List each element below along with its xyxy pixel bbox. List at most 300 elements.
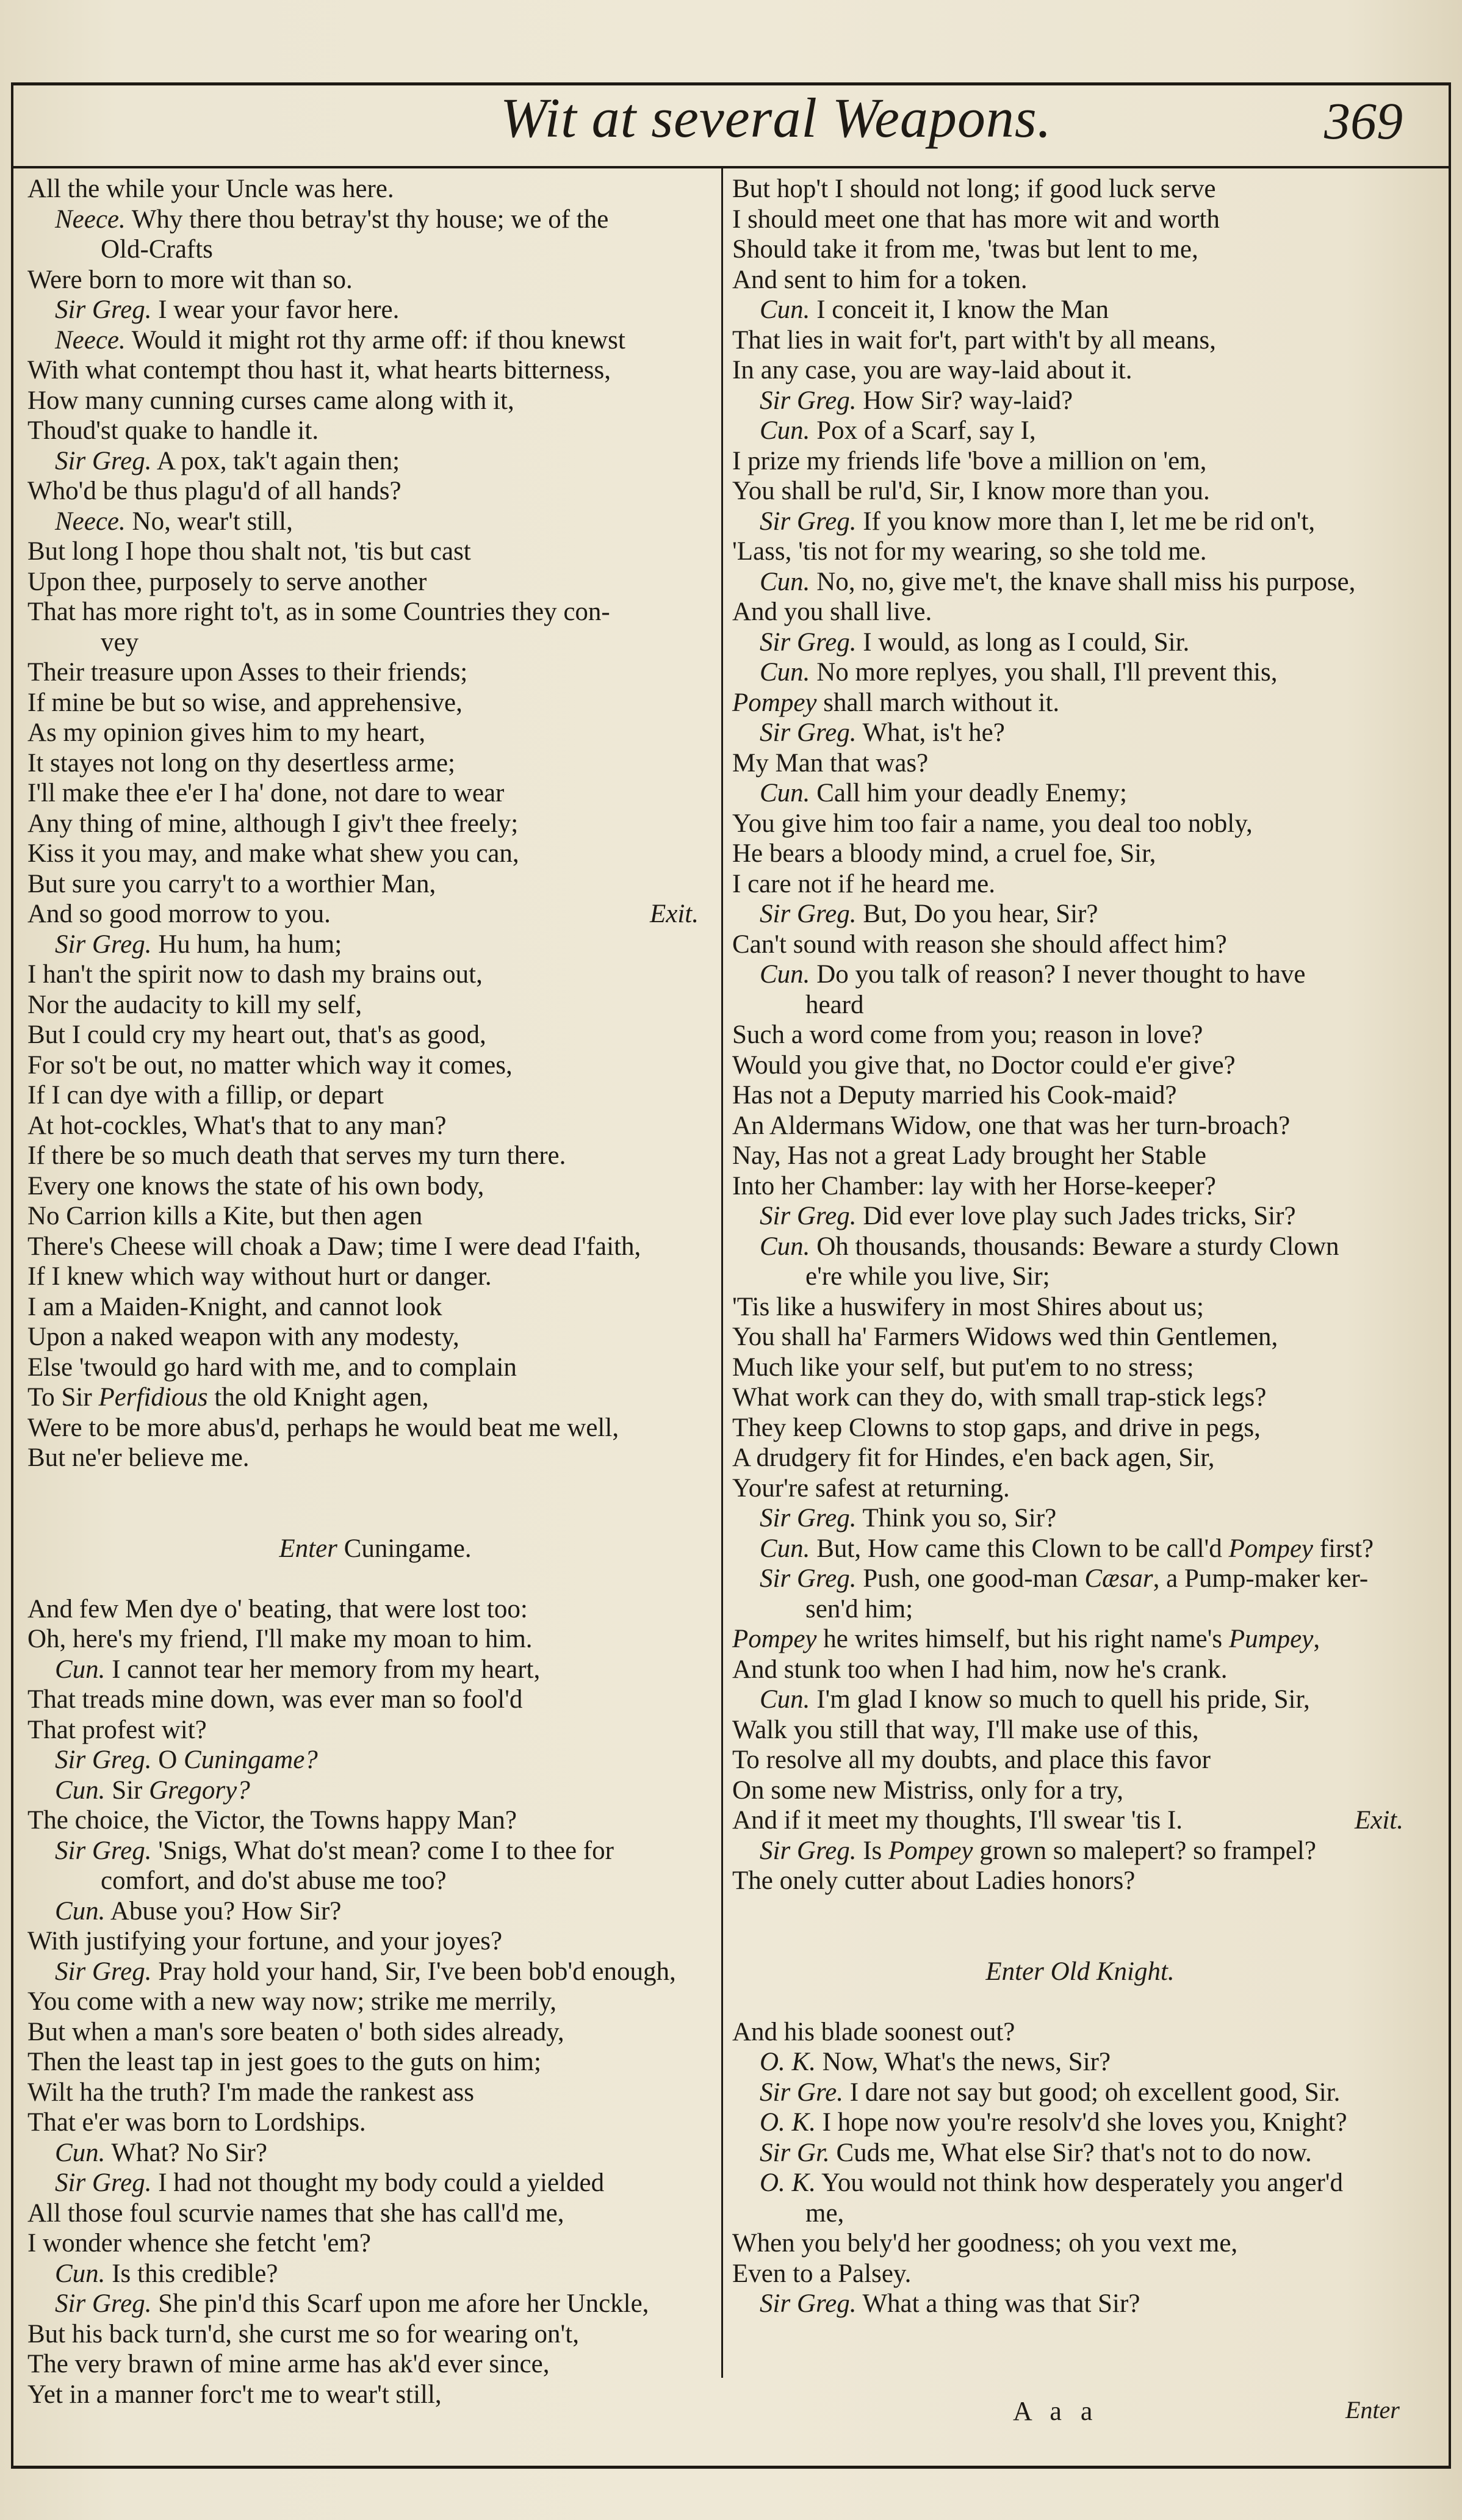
verse-line: [732, 1292, 1428, 1323]
line-text: All the while your Uncle was here.: [27, 175, 394, 203]
stage-direction-text: Enter Old Knight.: [985, 1957, 1175, 1986]
speaker-name: Cun.: [55, 2138, 106, 2167]
speaker-name: Cun.: [55, 1655, 106, 1684]
line-text: At hot-cockles, What's that to any man?: [27, 1111, 447, 1140]
line-text: What, is't he?: [856, 718, 1005, 747]
verse-line: [732, 1382, 1428, 1413]
continuation-line: [732, 1262, 1428, 1292]
speech-line: [732, 657, 1428, 688]
verse-line: [27, 899, 723, 930]
line-text: You come with a new way now; strike me merrily,: [27, 1987, 557, 2016]
verse-line: [27, 1684, 723, 1715]
line-text: They keep Clowns to stop gaps, and drive in pegs,: [732, 1413, 1261, 1442]
line-text: Nay, Has not a great Lady brought her Stable: [732, 1141, 1206, 1170]
verse-line: [732, 1141, 1428, 1171]
speaker-name: Neece.: [55, 507, 126, 536]
verse-line: [27, 597, 723, 627]
line-text: To resolve all my doubts, and place this favor: [732, 1746, 1211, 1774]
line-text: 'Snigs, What do'st mean? come I to thee for: [151, 1836, 614, 1865]
spacer: [27, 1473, 723, 1534]
line-text: Were to be more abus'd, perhaps he would beat me well,: [27, 1413, 619, 1442]
verse-line: [27, 265, 723, 295]
italic-name: Perfidious: [98, 1383, 208, 1412]
verse-line: [27, 1141, 723, 1171]
speaker-name: Cun.: [760, 1534, 810, 1563]
speaker-name: Cun.: [55, 1896, 106, 1926]
speech-line: [732, 1564, 1428, 1594]
verse-line: [27, 718, 723, 748]
verse-line: [732, 325, 1428, 356]
verse-line: [732, 1715, 1428, 1746]
head-rule: [11, 166, 1451, 168]
verse-line: [732, 476, 1428, 507]
speaker-name: Cun.: [760, 1685, 810, 1714]
verse-line: [732, 930, 1428, 960]
speech-line: [27, 1836, 723, 1866]
line-text: Is this credible?: [105, 2259, 278, 2288]
line-text: That e'er was born to Lordships.: [27, 2108, 366, 2137]
continuation-line: [27, 1866, 723, 1896]
speaker-name: Cun.: [760, 416, 810, 445]
verse-line: [27, 1805, 723, 1836]
line-text: If mine be but so wise, and apprehensive,: [27, 688, 463, 717]
verse-line: [27, 2017, 723, 2048]
verse-line: [732, 355, 1428, 386]
verse-line: [27, 567, 723, 598]
italic-name: Cuningame?: [184, 1746, 318, 1774]
speech-line: [27, 1745, 723, 1775]
verse-line: [27, 2380, 723, 2410]
left-text-column: [27, 174, 723, 2410]
verse-line: [27, 2349, 723, 2380]
verse-line: [27, 2107, 723, 2138]
verse-line: [27, 1624, 723, 1655]
verse-line: [732, 1322, 1428, 1352]
line-text: Would it might rot thy arme off: if thou knewst: [125, 325, 625, 355]
speaker-name: Cun.: [760, 960, 810, 989]
line-text: Even to a Palsey.: [732, 2259, 912, 2288]
line-text: I hope now you're resolv'd she loves you, Knight?: [815, 2108, 1347, 2137]
speaker-name: Neece.: [55, 325, 126, 355]
verse-line: [732, 1655, 1428, 1685]
verse-line: [27, 869, 723, 900]
verse-line: [732, 1352, 1428, 1383]
line-text: And sent to him for a token.: [732, 265, 1028, 294]
line-text: Has not a Deputy married his Cook-maid?: [732, 1081, 1177, 1110]
verse-line: [27, 1715, 723, 1746]
speech-line: [27, 2138, 723, 2168]
line-text: If you know more than I, let me be rid on't,: [856, 507, 1316, 536]
exit-direction: Exit.: [650, 900, 699, 928]
verse-line: [732, 1624, 1428, 1655]
line-text: Were born to more wit than so.: [27, 265, 353, 294]
verse-line: [732, 204, 1428, 235]
verse-line: [27, 1413, 723, 1443]
speech-line: [732, 2168, 1428, 2198]
verse-line: [732, 446, 1428, 477]
bottom-rule: [11, 2466, 1451, 2469]
line-text: But sure you carry't to a worthier Man,: [27, 869, 436, 898]
line-text: I am a Maiden-Knight, and cannot look: [27, 1292, 442, 1321]
speech-line: [732, 2047, 1428, 2078]
running-head: [0, 85, 1462, 165]
italic-name: Pompey: [888, 1836, 973, 1865]
line-text: I prize my friends life 'bove a million on 'em,: [732, 446, 1207, 475]
speaker-name: O. K.: [760, 2108, 816, 2137]
speaker-name: O. K.: [760, 2048, 816, 2076]
line-text: Is: [856, 1836, 889, 1865]
line-text: Think you so, Sir?: [856, 1504, 1057, 1533]
line-text: Kiss it you may, and make what shew you can,: [27, 839, 519, 868]
line-text: I wear your favor here.: [151, 295, 400, 324]
line-text: How Sir? way-laid?: [856, 386, 1073, 415]
line-text: Why there thou betray'st thy house; we of the: [125, 204, 609, 234]
continuation-line: [732, 2198, 1428, 2229]
speech-line: [27, 1957, 723, 1987]
line-text: Upon a naked weapon with any modesty,: [27, 1323, 459, 1351]
line-text: What a thing was that Sir?: [856, 2289, 1140, 2318]
speech-line: [732, 507, 1428, 537]
line-text: Nor the audacity to kill my self,: [27, 990, 362, 1019]
line-text: sen'd him;: [805, 1594, 913, 1623]
line-text: The onely cutter about Ladies honors?: [732, 1866, 1136, 1895]
spacer: [732, 1987, 1428, 2017]
speaker-name: Sir Greg.: [760, 718, 857, 747]
line-text: Who'd be thus plagu'd of all hands?: [27, 477, 402, 505]
line-text: I'll make thee e'er I ha' done, not dare to wear: [27, 779, 505, 807]
verse-line: [27, 2047, 723, 2078]
line-text: I should meet one that has more wit and worth: [732, 204, 1220, 234]
speech-line: [732, 627, 1428, 658]
line-text: Wilt ha the truth? I'm made the rankest ass: [27, 2078, 475, 2107]
verse-line: [732, 1111, 1428, 1141]
line-text: Much like your self, but put'em to no stress;: [732, 1352, 1194, 1382]
right-text-column: [732, 174, 1428, 2319]
verse-line: [732, 839, 1428, 869]
line-text: But his back turn'd, she curst me so for wearing on't,: [27, 2319, 579, 2349]
line-text: You give him too fair a name, you deal too nobly,: [732, 809, 1253, 838]
line-text: Their treasure upon Asses to their friends;: [27, 658, 468, 687]
line-text: heard: [805, 990, 864, 1019]
line-text: And if it meet my thoughts, I'll swear 'tis I.: [732, 1806, 1183, 1835]
speech-line: [27, 2259, 723, 2289]
speech-line: [27, 1775, 723, 1806]
speech-line: [27, 930, 723, 960]
verse-line: [27, 1050, 723, 1081]
verse-line: [732, 869, 1428, 900]
line-text: Can't sound with reason she should affect him?: [732, 930, 1227, 959]
line-text: To Sir: [27, 1383, 99, 1412]
italic-name: Gregory?: [149, 1775, 250, 1805]
verse-line: [27, 990, 723, 1020]
speaker-name: Cun.: [55, 1775, 106, 1805]
speaker-name: Sir Greg.: [55, 930, 152, 959]
line-text: How many cunning curses came along with it,: [27, 386, 514, 415]
verse-line: [27, 1352, 723, 1383]
line-text: vey: [101, 627, 139, 657]
speech-line: [732, 386, 1428, 416]
verse-line: [732, 688, 1428, 718]
italic-name: Pumpey: [1228, 1625, 1314, 1653]
verse-line: [732, 1413, 1428, 1443]
italic-name: Pompey: [732, 1625, 817, 1653]
line-text: Then the least tap in jest goes to the guts on him;: [27, 2048, 541, 2076]
verse-line: [732, 1080, 1428, 1111]
speech-line: [732, 2107, 1428, 2138]
stage-direction: [27, 1534, 723, 1564]
line-text: 'Tis like a huswifery in most Shires about us;: [732, 1292, 1204, 1321]
speech-line: [732, 1201, 1428, 1232]
line-text: Old-Crafts: [101, 235, 213, 264]
verse-line: [732, 1775, 1428, 1806]
speech-line: [732, 1534, 1428, 1564]
line-text: On some new Mistriss, only for a try,: [732, 1775, 1123, 1805]
speaker-name: Sir Gr.: [760, 2138, 830, 2167]
line-text: But, Do you hear, Sir?: [856, 900, 1098, 928]
line-text: , a Pump-maker ker-: [1153, 1564, 1369, 1593]
line-text: There's Cheese will choak a Daw; time I were dead I'faith,: [27, 1232, 641, 1261]
verse-line: [27, 386, 723, 416]
line-text: All those foul scurvie names that she has call'd me,: [27, 2198, 564, 2228]
line-text: If I knew which way without hurt or danger.: [27, 1262, 492, 1291]
line-text: But when a man's sore beaten o' both sides already,: [27, 2017, 564, 2046]
line-text: Thoud'st quake to handle it.: [27, 416, 319, 445]
line-text: But I could cry my heart out, that's as good,: [27, 1020, 486, 1049]
speech-line: [732, 778, 1428, 809]
verse-line: [732, 1020, 1428, 1050]
verse-line: [27, 1111, 723, 1141]
line-text: What work can they do, with small trap-stick legs?: [732, 1383, 1267, 1412]
exit-direction: Exit.: [1355, 1806, 1403, 1835]
verse-line: [27, 1443, 723, 1473]
verse-line: [27, 1262, 723, 1292]
left-border: [11, 82, 13, 2468]
speaker-name: Sir Greg.: [55, 2289, 152, 2318]
line-text: me,: [805, 2198, 844, 2228]
verse-line: [732, 1050, 1428, 1081]
speaker-name: Sir Greg.: [760, 627, 857, 657]
verse-line: [27, 1594, 723, 1625]
verse-line: [27, 536, 723, 567]
verse-line: [732, 1866, 1428, 1896]
line-text: comfort, and do'st abuse me too?: [101, 1866, 447, 1895]
line-text: She pin'd this Scarf upon me afore her Unckle,: [151, 2289, 649, 2318]
verse-line: [732, 2228, 1428, 2259]
speech-line: [27, 295, 723, 325]
signature-mark: A a a: [1013, 2396, 1099, 2426]
continuation-line: [27, 234, 723, 265]
verse-line: [732, 265, 1428, 295]
line-text: I cannot tear her memory from my heart,: [105, 1655, 541, 1684]
line-text: Do you talk of reason? I never thought to have: [810, 960, 1306, 989]
line-text: With what contempt thou hast it, what hearts bitterness,: [27, 356, 611, 384]
verse-line: [27, 355, 723, 386]
verse-line: [732, 2259, 1428, 2289]
catchword: Enter: [1345, 2396, 1400, 2424]
verse-line: [27, 657, 723, 688]
speaker-name: O. K.: [760, 2168, 816, 2197]
line-text: Call him your deadly Enemy;: [810, 779, 1127, 807]
line-text: I'm glad I know so much to quell his pride, Sir,: [810, 1685, 1310, 1714]
speech-line: [27, 507, 723, 537]
verse-line: [27, 1292, 723, 1323]
speaker-name: Sir Greg.: [55, 446, 152, 475]
line-text: It stayes not long on thy desertless arme;: [27, 748, 455, 778]
line-text: Now, What's the news, Sir?: [815, 2048, 1111, 2076]
line-text: Your're safest at returning.: [732, 1473, 1010, 1503]
verse-line: [27, 1382, 723, 1413]
spacer: [732, 1896, 1428, 1957]
speaker-name: Sir Greg.: [55, 2168, 152, 2197]
line-text: The choice, the Victor, the Towns happy Man?: [27, 1806, 517, 1835]
line-text: With justifying your fortune, and your joyes?: [27, 1927, 503, 1955]
line-text: Sir: [105, 1775, 149, 1805]
line-text: No more replyes, you shall, I'll prevent this,: [810, 658, 1278, 687]
line-text: But, How came this Clown to be call'd: [810, 1534, 1229, 1563]
line-text: Oh thousands, thousands: Beware a sturdy Clown: [810, 1232, 1339, 1261]
line-text: Every one knows the state of his own body,: [27, 1171, 484, 1200]
speech-line: [27, 1655, 723, 1685]
line-text: That treads mine down, was ever man so fool'd: [27, 1685, 523, 1714]
line-text: No, wear't still,: [125, 507, 293, 536]
speech-line: [732, 567, 1428, 598]
line-text: e're while you live, Sir;: [805, 1262, 1050, 1291]
speaker-name: Sir Greg.: [760, 1504, 857, 1533]
speech-line: [27, 2289, 723, 2319]
speech-line: [732, 2138, 1428, 2168]
line-text: he writes himself, but his right name's: [816, 1625, 1229, 1653]
line-text: No, no, give me't, the knave shall miss his purpose,: [810, 567, 1356, 596]
speech-line: [732, 2078, 1428, 2108]
verse-line: [27, 1171, 723, 1202]
line-text: The very brawn of mine arme has ak'd ever since,: [27, 2350, 550, 2378]
line-text: When you bely'd her goodness; oh you vext me,: [732, 2229, 1238, 2258]
line-text: Into her Chamber: lay with her Horse-keeper?: [732, 1171, 1216, 1200]
italic-name: Cæsar: [1084, 1564, 1153, 1593]
speaker-name: Sir Greg.: [55, 1957, 152, 1986]
verse-line: [27, 2319, 723, 2350]
line-text: Any thing of mine, although I giv't thee freely;: [27, 809, 519, 838]
line-text: I would, as long as I could, Sir.: [856, 627, 1190, 657]
line-text: But hop't I should not long; if good luck serve: [732, 175, 1216, 203]
line-text: Pox of a Scarf, say I,: [810, 416, 1036, 445]
line-text: In any case, you are way-laid about it.: [732, 356, 1133, 384]
line-text: Upon thee, purposely to serve another: [27, 567, 427, 596]
line-text: And so good morrow to you.: [27, 900, 331, 928]
verse-line: [27, 2198, 723, 2229]
line-text: Push, one good-man: [856, 1564, 1085, 1593]
speaker-name: Sir Greg.: [55, 1746, 152, 1774]
spacer: [27, 1564, 723, 1594]
line-text: I han't the spirit now to dash my brains out,: [27, 960, 483, 989]
line-text: Should take it from me, 'twas but lent to me,: [732, 235, 1198, 264]
continuation-line: [732, 990, 1428, 1020]
line-text: But ne'er believe me.: [27, 1443, 250, 1472]
speaker-name: Cun.: [760, 658, 810, 687]
line-text: You would not think how desperately you anger'd: [815, 2168, 1344, 2197]
italic-name: Pompey: [732, 688, 817, 717]
line-text: Would you give that, no Doctor could e'er give?: [732, 1050, 1236, 1080]
continuation-line: [732, 1594, 1428, 1625]
speaker-name: Neece.: [55, 204, 126, 234]
line-text: An Aldermans Widow, one that was her turn-broach?: [732, 1111, 1291, 1140]
verse-line: [27, 1201, 723, 1232]
verse-line: [732, 174, 1428, 204]
verse-line: [732, 597, 1428, 627]
line-text: And you shall live.: [732, 598, 932, 626]
speech-line: [27, 1896, 723, 1927]
line-text: That lies in wait for't, part with't by all means,: [732, 325, 1216, 355]
verse-line: [732, 1171, 1428, 1202]
verse-line: [27, 809, 723, 839]
verse-line: [27, 2228, 723, 2259]
line-text: Oh, here's my friend, I'll make my moan to him.: [27, 1625, 533, 1653]
line-text: He bears a bloody mind, a cruel foe, Sir,: [732, 839, 1156, 868]
speech-line: [732, 899, 1428, 930]
line-text: A drudgery fit for Hindes, e'en back agen, Sir,: [732, 1443, 1215, 1472]
line-text: Walk you still that way, I'll make use of this,: [732, 1715, 1199, 1744]
line-text: But long I hope thou shalt not, 'tis but cast: [27, 537, 471, 566]
line-text: Else 'twould go hard with me, and to complain: [27, 1352, 517, 1382]
verse-line: [27, 1020, 723, 1050]
line-text: A pox, tak't again then;: [151, 446, 400, 475]
italic-name: Pompey: [1228, 1534, 1314, 1563]
line-text: Did ever love play such Jades tricks, Sir?: [856, 1202, 1296, 1230]
speaker-name: Cun.: [55, 2259, 106, 2288]
line-text: For so't be out, no matter which way it comes,: [27, 1050, 513, 1080]
line-text: Pray hold your hand, Sir, I've been bob'd enough,: [151, 1957, 676, 1986]
line-text: What? No Sir?: [105, 2138, 267, 2167]
speech-line: [732, 295, 1428, 325]
line-text: I conceit it, I know the Man: [810, 295, 1109, 324]
speech-line: [732, 718, 1428, 748]
speaker-name: Cun.: [760, 567, 810, 596]
line-text: That profest wit?: [27, 1715, 207, 1744]
line-text: If there be so much death that serves my turn there.: [27, 1141, 566, 1170]
line-text: No Carrion kills a Kite, but then agen: [27, 1202, 423, 1230]
verse-line: [27, 1987, 723, 2017]
speaker-name: Sir Greg.: [55, 295, 152, 324]
verse-line: [732, 2017, 1428, 2048]
line-text: And stunk too when I had him, now he's crank.: [732, 1655, 1228, 1684]
continuation-line: [27, 627, 723, 658]
line-text: Yet in a manner forc't me to wear't still,: [27, 2380, 442, 2409]
line-text: first?: [1313, 1534, 1374, 1563]
speaker-name: Sir Gre.: [760, 2078, 843, 2107]
line-text: 'Lass, 'tis not for my wearing, so she told me.: [732, 537, 1207, 566]
speech-line: [732, 2289, 1428, 2319]
verse-line: [732, 1745, 1428, 1775]
speaker-name: Sir Greg.: [760, 900, 857, 928]
line-text: My Man that was?: [732, 748, 929, 778]
line-text: Such a word come from you; reason in love?: [732, 1020, 1203, 1049]
verse-line: [27, 1080, 723, 1111]
speech-line: [732, 1503, 1428, 1534]
verse-line: [732, 234, 1428, 265]
speaker-name: Sir Greg.: [55, 1836, 152, 1865]
page-number: 369: [1324, 92, 1403, 150]
speech-line: [27, 446, 723, 477]
verse-line: [27, 1322, 723, 1352]
speech-line: [27, 204, 723, 235]
speaker-name: Sir Greg.: [760, 1564, 857, 1593]
line-text: Hu hum, ha hum;: [151, 930, 342, 959]
verse-line: [732, 748, 1428, 779]
verse-line: [27, 688, 723, 718]
stage-direction-keyword: Enter: [279, 1534, 344, 1563]
speech-line: [732, 1232, 1428, 1262]
line-text: I wonder whence she fetcht 'em?: [27, 2229, 371, 2258]
